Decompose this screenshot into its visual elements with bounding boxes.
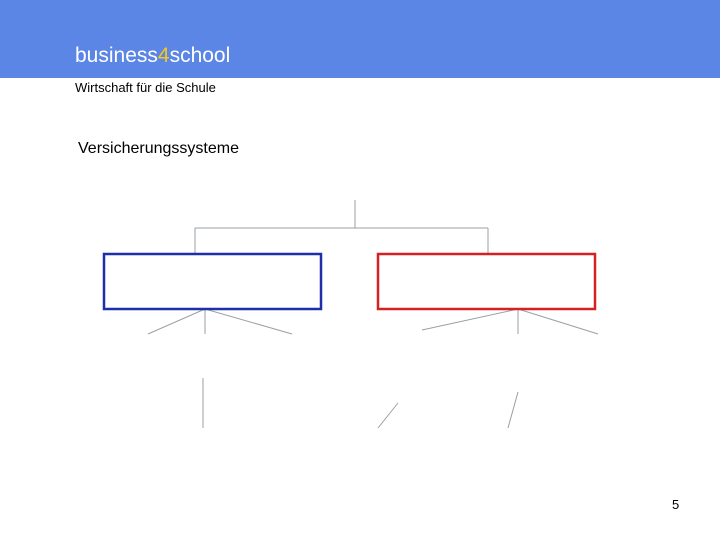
tagline: Wirtschaft für die Schule — [75, 80, 216, 95]
social-principle-box — [378, 254, 595, 309]
slide-heading: Versicherungssysteme — [78, 140, 239, 157]
brand-prefix: business — [75, 44, 158, 67]
brand-number: 4 — [157, 44, 170, 67]
individual-principle-box — [104, 254, 321, 309]
connector-lines — [148, 200, 598, 428]
brand-suffix: school — [169, 44, 231, 67]
page-number: 5 — [672, 497, 680, 512]
